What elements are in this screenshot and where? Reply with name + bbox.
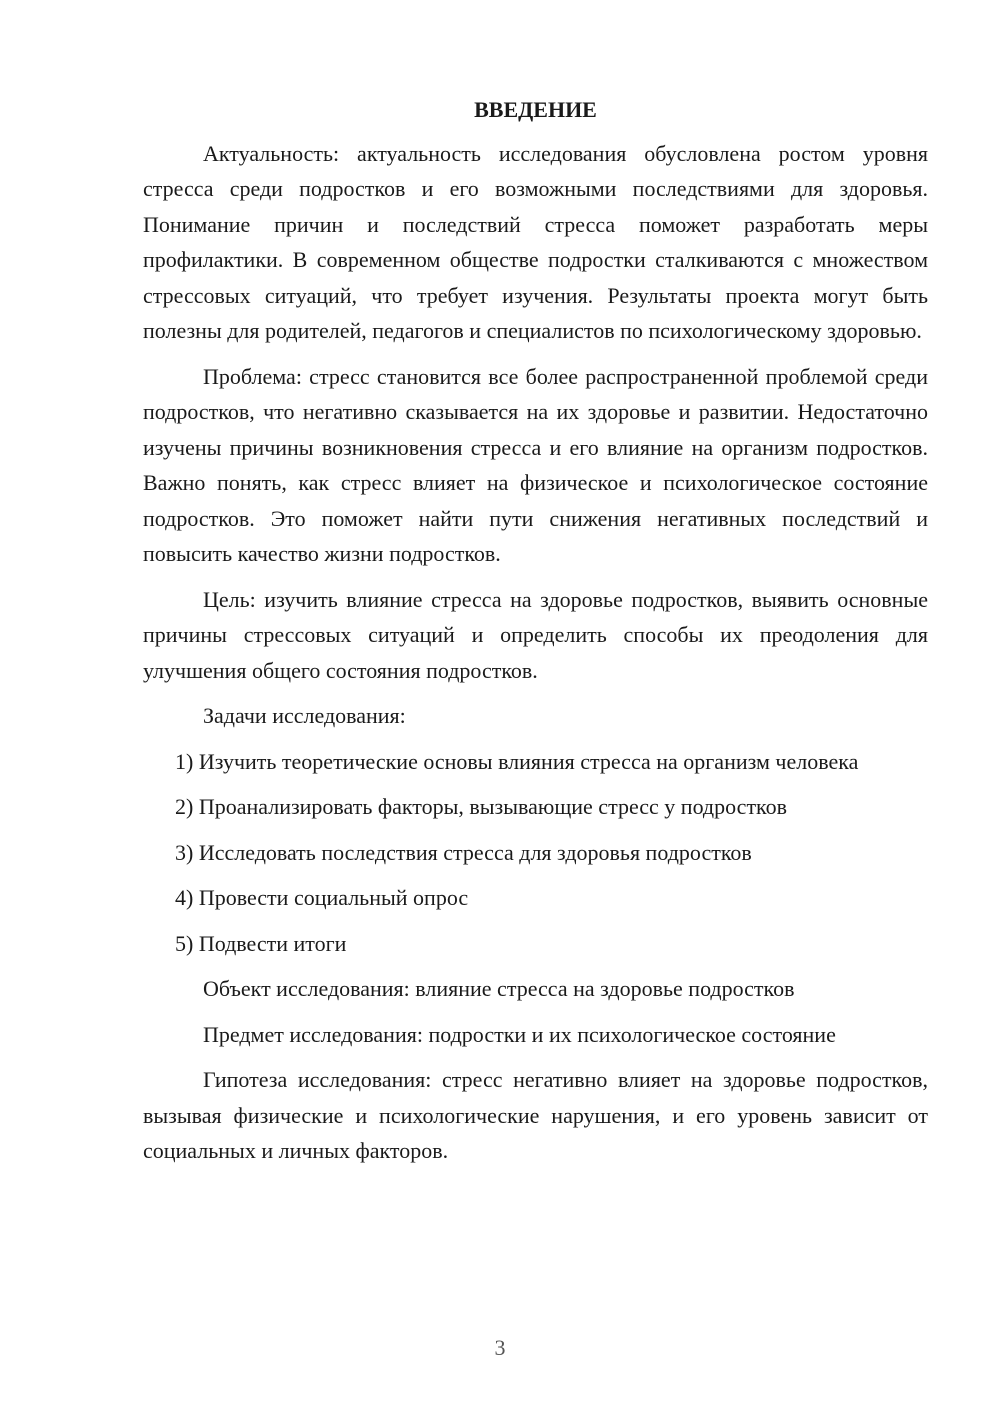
goal-paragraph: Цель: изучить влияние стресса на здоровье подростков, выявить основные причины стрессовых ситуаций и определить способы их преодоления для улучшения общего состояния подростков. <box>143 586 928 683</box>
problem-paragraph: Проблема: стресс становится все более распространенной проблемой среди подростков, что негативно сказывается на их здоровье и развитии. Недостаточно изучены причины возникновения стресса и его влияние на организм подростков. Важно понять, как стресс влияет на физическое и психологическое состояние подростков. Это поможет найти пути снижения негативных последствий и повысить качество жизни подростков. <box>143 363 928 566</box>
task-item-3: 3) Исследовать последствия стресса для здоровья подростков <box>175 839 752 865</box>
research-subject: Предмет исследования: подростки и их психологическое состояние <box>203 1021 836 1047</box>
tasks-heading: Задачи исследования: <box>203 703 406 728</box>
research-object: Объект исследования: влияние стресса на здоровье подростков <box>203 976 795 1001</box>
page-title: ВВЕДЕНИЕ <box>474 97 597 122</box>
relevance-paragraph: Актуальность: актуальность исследования обусловлена ростом уровня стресса среди подростков и его возможными последствиями для здоровья. Понимание причин и последствий стресса поможет разработать меры профилактики. В современном обществе подростки сталкиваются с множеством стрессовых ситуаций, что требует изучения. Результаты проекта могут быть полезны для родителей, педагогов и специалистов по психологическому здоровью. <box>143 140 928 343</box>
page-number: 3 <box>494 1335 506 1360</box>
task-item-4: 4) Провести социальный опрос <box>175 885 469 910</box>
task-item-5: 5) Подвести итоги <box>175 930 347 956</box>
task-item-2: 2) Проанализировать факторы, вызывающие стресс у подростков <box>175 794 788 819</box>
hypothesis-paragraph: Гипотеза исследования: стресс негативно влияет на здоровье подростков, вызывая физические и психологические нарушения, и его уровень зависит от социальных и личных факторов. <box>143 1067 928 1163</box>
page-content <box>143 92 928 1179</box>
task-item-1: 1) Изучить теоретические основы влияния стресса на организм человека <box>175 748 859 774</box>
